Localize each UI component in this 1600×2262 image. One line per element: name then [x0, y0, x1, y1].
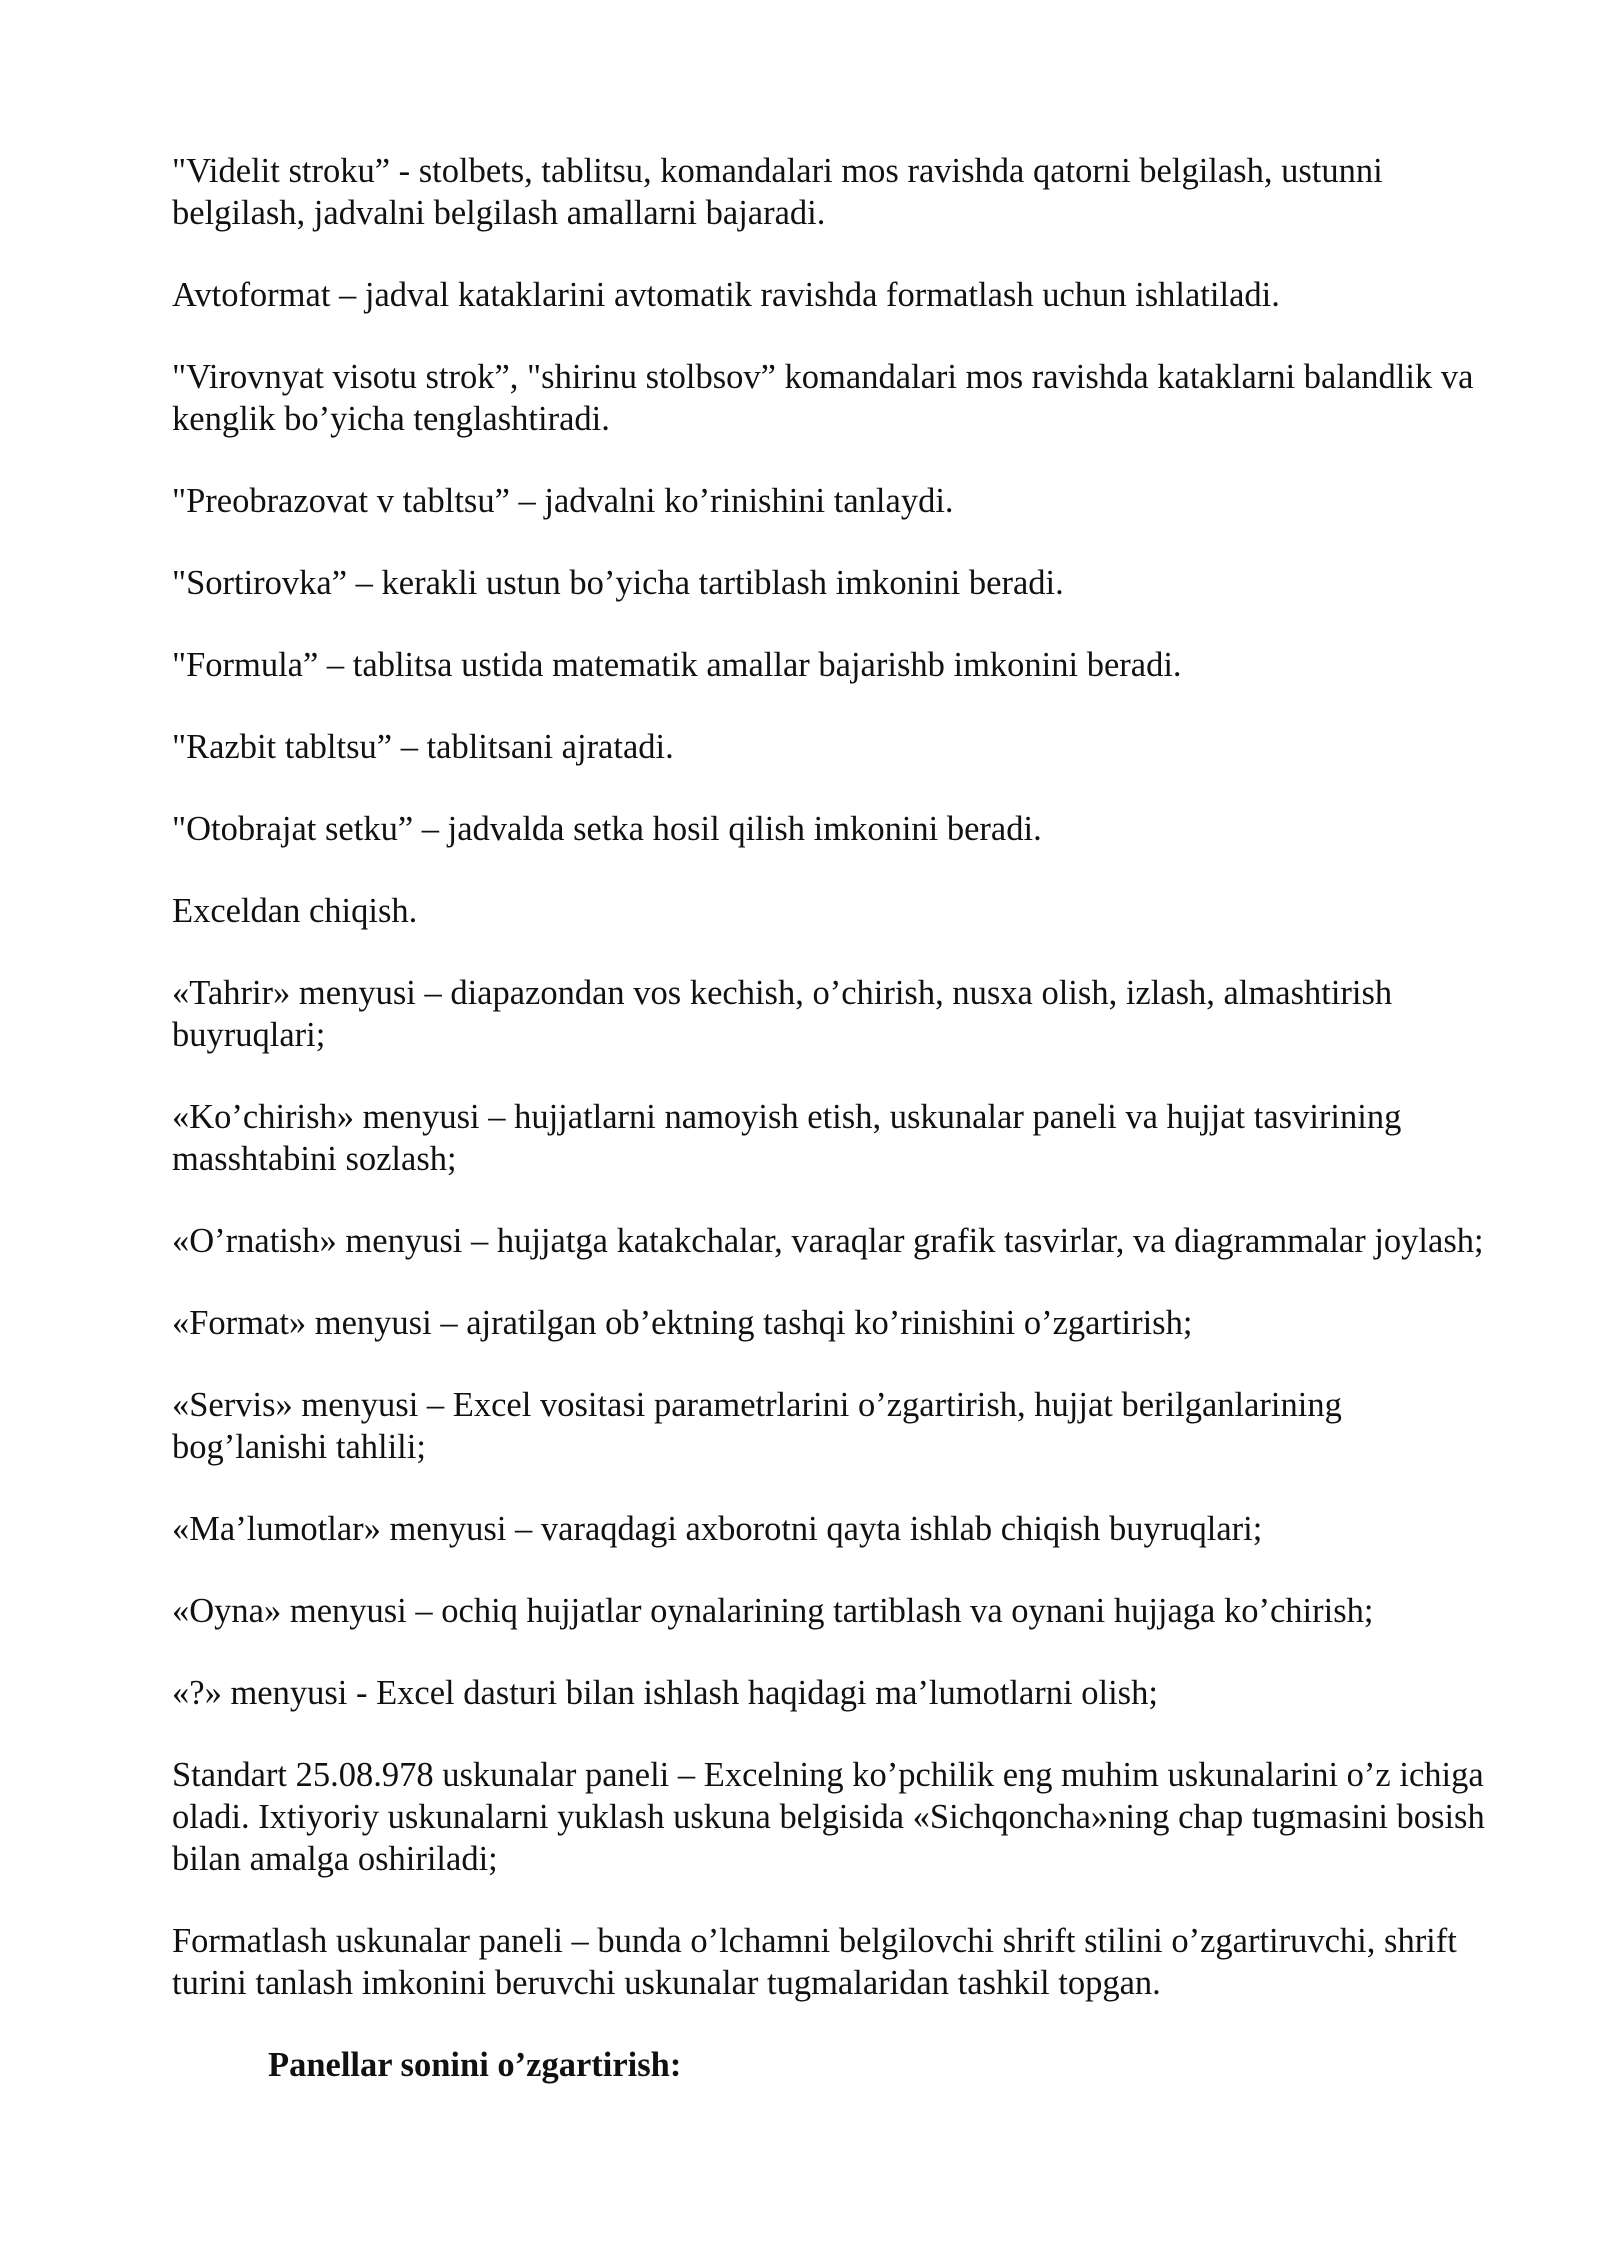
paragraph: "Formula” – tablitsa ustida matematik amallar bajarishb imkonini beradi. — [172, 646, 1182, 684]
section-heading: Panellar sonini o’zgartirish: — [268, 2046, 682, 2084]
paragraph: «Tahrir» menyusi – diapazondan vos kechish, o’chirish, nusxa olish, izlash, almashtirish buyruqlari; — [172, 974, 1393, 1054]
paragraph: «Format» menyusi – ajratilgan ob’ektning tashqi ko’rinishini o’zgartirish; — [172, 1304, 1193, 1342]
paragraph: Exceldan chiqish. — [172, 892, 418, 930]
paragraph: "Sortirovka” – kerakli ustun bo’yicha tartiblash imkonini beradi. — [172, 564, 1064, 602]
paragraph: «Ma’lumotlar» menyusi – varaqdagi axborotni qayta ishlab chiqish buyruqlari; — [172, 1510, 1263, 1548]
paragraph: Formatlash uskunalar paneli – bunda o’lchamni belgilovchi shrift stilini o’zgartiruvchi, shrift turini tanlash imkonini beruvchi uskunalar tugmalaridan tashkil topgan. — [172, 1922, 1457, 2002]
document-body — [172, 150, 1502, 2086]
paragraph: «Servis» menyusi – Excel vositasi parametrlarini o’zgartirish, hujjat berilganlarining bog’lanishi tahlili; — [172, 1386, 1342, 1466]
paragraph: "Preobrazovat v tabltsu” – jadvalni ko’rinishini tanlaydi. — [172, 482, 954, 520]
paragraph: Standart 25.08.978 uskunalar paneli – Excelning ko’pchilik eng muhim uskunalarini o’z ichiga oladi. Ixtiyoriy uskunalarni yuklash uskuna belgisida «Sichqoncha»ning chap tugmasini bosish bilan amalga oshiriladi; — [172, 1756, 1485, 1878]
paragraph: "Razbit tabltsu” – tablitsani ajratadi. — [172, 728, 674, 766]
paragraph: "Otobrajat setku” – jadvalda setka hosil qilish imkonini beradi. — [172, 810, 1042, 848]
paragraph: «O’rnatish» menyusi – hujjatga katakchalar, varaqlar grafik tasvirlar, va diagrammalar joylash; — [172, 1222, 1484, 1260]
paragraph: Avtoformat – jadval kataklarini avtomatik ravishda formatlash uchun ishlatiladi. — [172, 276, 1280, 314]
paragraph: «?» menyusi - Excel dasturi bilan ishlash haqidagi ma’lumotlarni olish; — [172, 1674, 1158, 1712]
paragraph: «Oyna» menyusi – ochiq hujjatlar oynalarining tartiblash va oynani hujjaga ko’chirish; — [172, 1592, 1374, 1630]
paragraph: "Virovnyat visotu strok”, "shirinu stolbsov” komandalari mos ravishda kataklarni balandlik va kenglik bo’yicha tenglashtiradi. — [172, 358, 1474, 438]
paragraph: "Videlit stroku” - stolbets, tablitsu, komandalari mos ravishda qatorni belgilash, ustunni belgilash, jadvalni belgilash amallarni bajaradi. — [172, 152, 1383, 232]
paragraph: «Ko’chirish» menyusi – hujjatlarni namoyish etish, uskunalar paneli va hujjat tasvirining masshtabini sozlash; — [172, 1098, 1402, 1178]
